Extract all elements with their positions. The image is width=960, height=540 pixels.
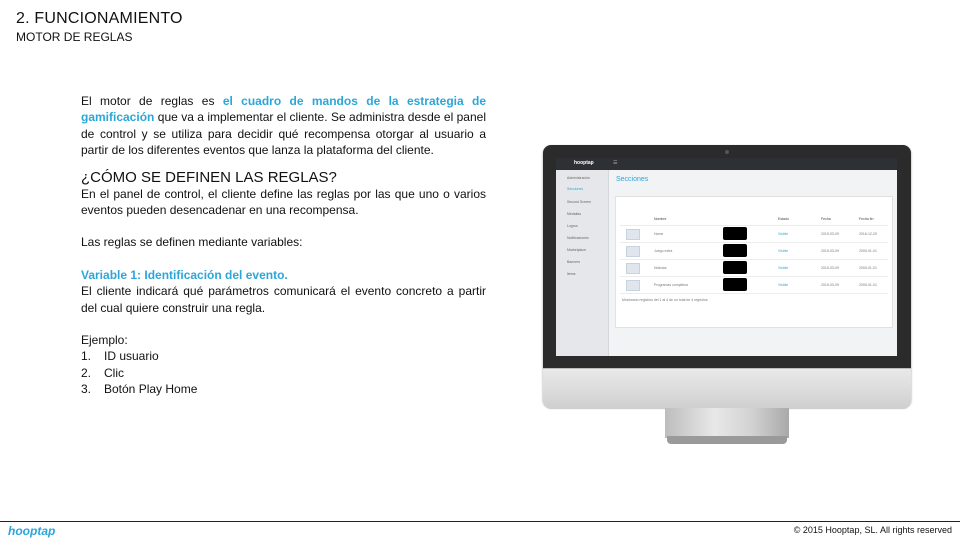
screen-logo: hooptap (574, 160, 594, 166)
table-footer: Mostrando registros del 1 al 4 de un total de 4 registros (622, 298, 708, 302)
table-cell: Noticias (654, 266, 667, 270)
sidebar-item: Administración (567, 176, 590, 180)
table-cell: Visible (778, 249, 789, 253)
screen-sidebar (556, 170, 609, 356)
row-thumbnail (626, 246, 640, 257)
table-header: Fecha fin (859, 217, 874, 221)
intro-text-2: que va a implementar el cliente. Se administra desde el panel de control y se utiliza para decidir qué recompensa otorgar al usuario a partir de los diferentes eventos que lanza la plataforma del cliente. (81, 110, 486, 158)
screen-topbar (556, 158, 897, 170)
row-thumbnail (626, 280, 640, 291)
monitor-chin (543, 368, 911, 409)
section-paragraph-1: En el panel de control, el cliente define las reglas por las que uno o varios eventos pueden desencadenar en una recompensa. (81, 186, 486, 218)
redacted-box (723, 278, 747, 291)
table-header: Estado (778, 217, 789, 221)
copyright-text: © 2015 Hooptap, SL. All rights reserved (793, 525, 952, 535)
menu-icon: ☰ (613, 160, 618, 166)
sidebar-item: Secciones (567, 187, 584, 191)
table-cell: Home (654, 232, 664, 236)
slide-title: 2. FUNCIONAMIENTO (16, 10, 183, 27)
sidebar-item: Logros (567, 224, 578, 228)
table-cell: Visible (778, 266, 789, 270)
section-paragraph-3: El cliente indicará qué parámetros comunicará el evento concreto a partir del cual quiere construir una regla. (81, 284, 486, 315)
table-cell: 2015-03-09 (821, 266, 839, 270)
table-cell: Programas completos (654, 283, 689, 287)
table-cell: Juego extra (654, 249, 673, 253)
redacted-box (723, 261, 747, 274)
intro-text-1: El motor de reglas es (81, 94, 223, 108)
table-cell: 2015-03-09 (821, 232, 839, 236)
sidebar-item: Items (567, 272, 576, 276)
monitor-stand (665, 408, 789, 438)
table-header: Nombre (654, 217, 667, 221)
row-thumbnail (626, 229, 640, 240)
camera-icon (725, 150, 729, 154)
section-paragraph-2: Las reglas se definen mediante variables: (81, 235, 303, 250)
table-cell: 2016-12-29 (859, 232, 877, 236)
sidebar-item: Notificaciones (567, 236, 589, 240)
intro-paragraph (81, 93, 486, 159)
list-item: 3. Botón Play Home (81, 382, 198, 397)
footer-divider (0, 521, 960, 522)
table-cell: Visible (778, 232, 789, 236)
table-cell: 2000-01-01 (859, 249, 877, 253)
table-header: Fecha (821, 217, 831, 221)
table-cell: 2000-01-01 (859, 266, 877, 270)
monitor-screen (556, 158, 897, 356)
footer-logo: hooptap (8, 524, 56, 538)
sidebar-item: Banners (567, 260, 581, 264)
slide-subtitle: MOTOR DE REGLAS (16, 30, 133, 44)
section-heading: ¿CÓMO SE DEFINEN LAS REGLAS? (81, 168, 337, 186)
example-label: Ejemplo: (81, 333, 128, 348)
example-list (81, 348, 486, 397)
body-text (81, 93, 486, 398)
redacted-box (723, 244, 747, 257)
sidebar-item: Marketplace (567, 248, 587, 252)
list-item: 1. ID usuario (81, 349, 159, 364)
sidebar-item: Medallas (567, 212, 582, 216)
table-cell: 2015-03-09 (821, 283, 839, 287)
intro-highlight: el cuadro de mandos de la estrategia de gamificación (81, 94, 487, 125)
screen-panel (615, 196, 893, 328)
screen-section-title: Secciones (616, 176, 649, 183)
table-cell: 2015-03-09 (821, 249, 839, 253)
monitor-stand-base (667, 436, 787, 444)
list-item: 2. Clic (81, 365, 124, 380)
row-thumbnail (626, 263, 640, 274)
sidebar-item: Second Screen (567, 200, 591, 204)
table-cell: Visible (778, 283, 789, 287)
variable-title: Variable 1: Identificación del evento. (81, 267, 288, 282)
table-cell: 2000-01-01 (859, 283, 877, 287)
screen-content (609, 170, 897, 356)
redacted-box (723, 227, 747, 240)
